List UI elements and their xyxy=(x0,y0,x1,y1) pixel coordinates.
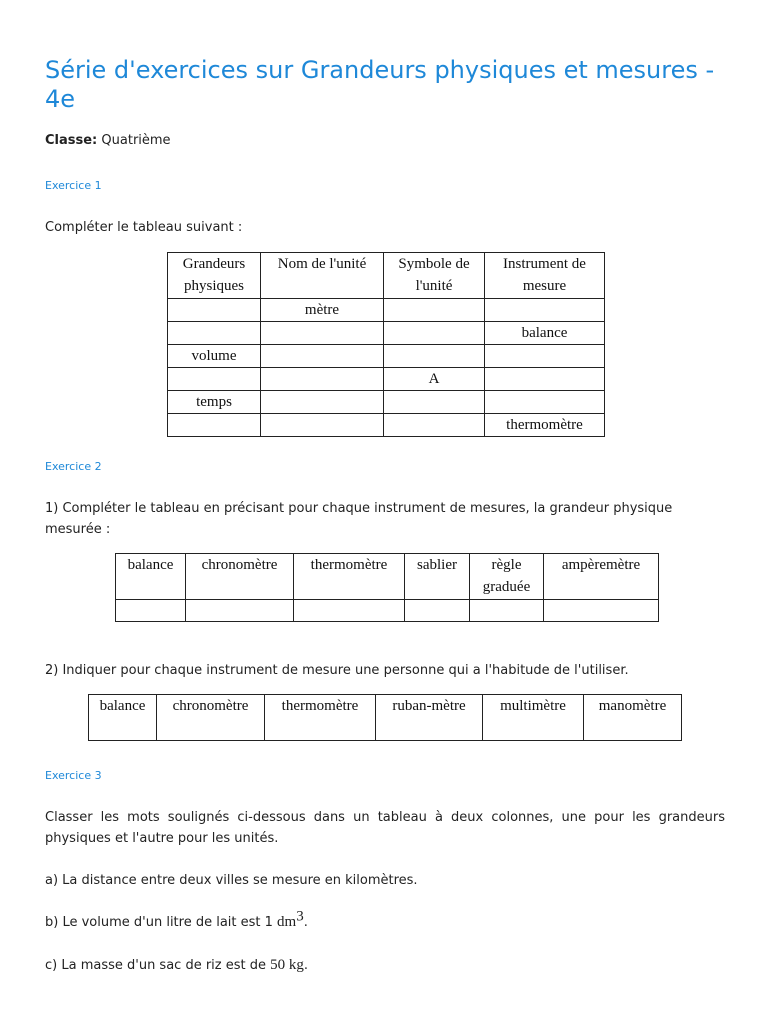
exercise-2-heading: Exercice 2 xyxy=(45,460,102,473)
table-cell xyxy=(186,600,294,622)
table-cell: règle graduée xyxy=(470,554,544,600)
exercise-2-question-2: 2) Indiquer pour chaque instrument de mesure une personne qui a l'habitude de l'utiliser. xyxy=(45,663,629,678)
table-cell: thermomètre xyxy=(265,695,376,741)
table-cell xyxy=(485,391,605,414)
table-cell xyxy=(384,299,485,322)
table-cell: balance xyxy=(89,695,157,741)
table-cell xyxy=(261,345,384,368)
table-cell: A xyxy=(384,368,485,391)
item-c-value: 50 kg xyxy=(270,957,304,973)
item-b-text: b) Le volume d'un litre de lait est 1 xyxy=(45,915,278,930)
table-cell: mètre xyxy=(261,299,384,322)
table-cell xyxy=(405,600,470,622)
table-cell xyxy=(168,414,261,437)
table-cell xyxy=(485,368,605,391)
table-cell: temps xyxy=(168,391,261,414)
table-row xyxy=(168,414,605,437)
table-cell: ampèremètre xyxy=(544,554,659,600)
class-value: Quatrième xyxy=(101,133,171,148)
table-cell: Nom de l'unité xyxy=(261,253,384,299)
exercise-3-intro: Classer les mots soulignés ci-dessous dans un tableau à deux colonnes, une pour les grandeurs physiques et l'autre pour les unités. xyxy=(45,810,725,846)
exercise-1-heading: Exercice 1 xyxy=(45,179,102,192)
class-line xyxy=(45,133,171,148)
table-cell xyxy=(384,391,485,414)
table-cell xyxy=(261,368,384,391)
class-label: Classe: xyxy=(45,133,98,148)
table-cell xyxy=(168,299,261,322)
table-cell: Grandeurs physiques xyxy=(168,253,261,299)
table-cell: Instrument de mesure xyxy=(485,253,605,299)
table-cell xyxy=(261,414,384,437)
table-cell: thermomètre xyxy=(294,554,405,600)
table-cell xyxy=(384,414,485,437)
exercise-3-heading: Exercice 3 xyxy=(45,769,102,782)
table-row xyxy=(168,322,605,345)
item-b-exponent: 3 xyxy=(296,908,304,925)
table-row xyxy=(168,345,605,368)
page-title: Série d'exercices sur Grandeurs physiques et mesures - 4e xyxy=(45,56,715,113)
table-cell xyxy=(485,345,605,368)
table-cell xyxy=(168,368,261,391)
exercise-1-intro: Compléter le tableau suivant : xyxy=(45,220,243,235)
exercise-2-table-2 xyxy=(88,694,682,741)
table-row xyxy=(168,299,605,322)
table-cell: sablier xyxy=(405,554,470,600)
table-cell xyxy=(261,391,384,414)
exercise-1-table xyxy=(167,252,605,437)
table-cell xyxy=(116,600,186,622)
item-b-end: . xyxy=(303,915,308,930)
table-cell: Symbole de l'unité xyxy=(384,253,485,299)
table-cell xyxy=(485,299,605,322)
table-cell: balance xyxy=(116,554,186,600)
exercise-2-question-1: 1) Compléter le tableau en précisant pour chaque instrument de mesures, la grandeur physique mesurée : xyxy=(45,501,673,537)
table-cell xyxy=(544,600,659,622)
table-row xyxy=(89,695,682,741)
table-row xyxy=(116,554,659,600)
table-row xyxy=(116,600,659,622)
table-row xyxy=(168,368,605,391)
table-cell: volume xyxy=(168,345,261,368)
table-row xyxy=(168,253,605,299)
exercise-2-table-1 xyxy=(115,553,659,622)
item-c-text: c) La masse d'un sac de riz est de xyxy=(45,958,271,973)
table-row xyxy=(168,391,605,414)
table-cell xyxy=(168,322,261,345)
exercise-3-item-c xyxy=(45,955,725,976)
item-b-unit: dm xyxy=(277,914,297,930)
table-cell: chronomètre xyxy=(157,695,265,741)
table-cell xyxy=(384,345,485,368)
table-cell: thermomètre xyxy=(485,414,605,437)
table-cell xyxy=(294,600,405,622)
table-cell xyxy=(384,322,485,345)
table-cell: balance xyxy=(485,322,605,345)
table-cell: ruban-mètre xyxy=(376,695,483,741)
exercise-3-item-b xyxy=(45,908,725,933)
table-cell: manomètre xyxy=(584,695,682,741)
exercise-3-item-a: a) La distance entre deux villes se mesure en kilomètres. xyxy=(45,873,418,888)
table-cell xyxy=(470,600,544,622)
table-cell: multimètre xyxy=(483,695,584,741)
table-cell xyxy=(261,322,384,345)
item-c-end: . xyxy=(303,958,309,973)
table-cell: chronomètre xyxy=(186,554,294,600)
